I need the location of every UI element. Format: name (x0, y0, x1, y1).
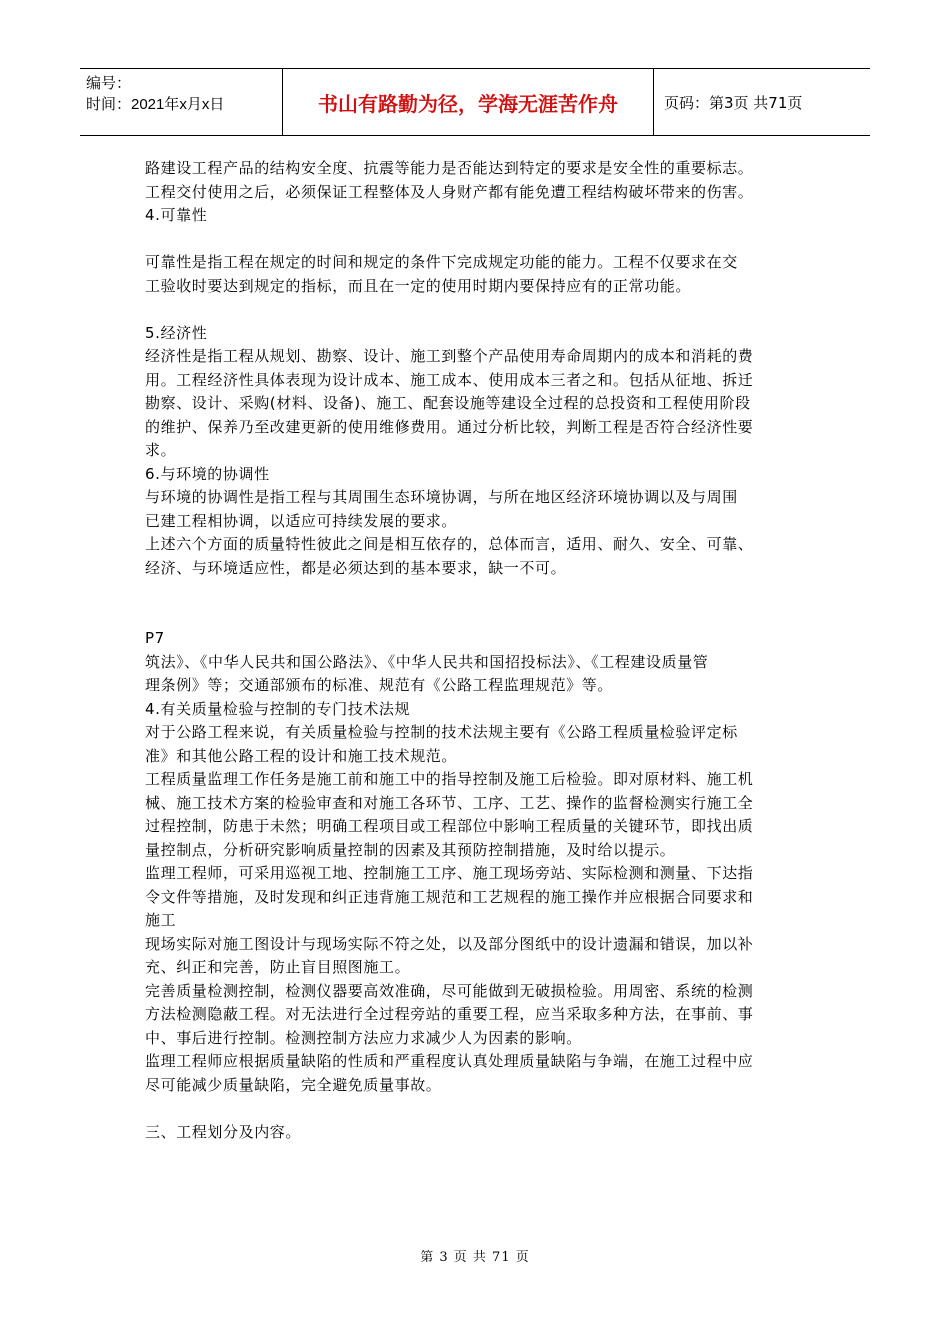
body-line: 监理工程师，可采用巡视工地、控制施工工序、施工现场旁站、实际检测和测量、下达指 (145, 864, 754, 882)
body-line: 上述六个方面的质量特性彼此之间是相互依存的，总体而言，适用、耐久、安全、可靠、 (145, 535, 754, 553)
body-line: 工验收时要达到规定的指标，而且在一定的使用时期内要保持应有的正常功能。 (145, 276, 692, 295)
body-line: 中、事后进行控制。检测控制方法应力求减少人为因素的影响。 (145, 1028, 582, 1047)
body-line: 与环境的协调性是指工程与其周围生态环境协调，与所在地区经济环境协调以及与周围 (145, 488, 738, 506)
body-line: 6.与环境的协调性 (145, 464, 270, 483)
body-line: 工程质量监理工作任务是施工前和施工中的指导控制及施工后检验。即对原材料、施工机 (145, 770, 754, 788)
blank-line (145, 298, 813, 322)
body-line: 施工 (145, 911, 177, 929)
body-line: 工程交付使用之后，必须保证工程整体及人身财产都有能免遭工程结构破坏带来的伤害。 (145, 182, 754, 201)
body-line: 路建设工程产品的结构安全度、抗震等能力是否能达到特定的要求是安全性的重要标志。 (145, 159, 754, 177)
page-footer: 第 3 页 共 71 页 (420, 1250, 530, 1265)
body-line: 过程控制，防患于未然；明确工程项目或工程部位中影响工程质量的关键环节，即找出质 (145, 817, 754, 835)
header-meta (80, 69, 282, 135)
body-line: 用。工程经济性具体表现为设计成本、施工成本、使用成本三者之和。包括从征地、拆迁 (145, 370, 754, 389)
blank-line (145, 604, 813, 628)
header-motto: 书山有路勤为径，学海无涯苦作舟 (282, 69, 654, 135)
body-line: 求。 (145, 441, 177, 459)
body-line: 4.有关质量检验与控制的专门技术法规 (145, 699, 411, 718)
body-line: 可靠性是指工程在规定的时间和规定的条件下完成规定功能的能力。工程不仅要求在交 (145, 253, 738, 271)
body-line: 4.可靠性 (145, 206, 208, 224)
body-line: 已建工程相协调，以适应可持续发展的要求。 (145, 511, 458, 530)
body-line: 三、工程划分及内容。 (145, 1122, 302, 1141)
blank-line (145, 1097, 813, 1121)
body-line: 5.经济性 (145, 323, 208, 342)
document-date-label: 时间：2021年x月x日 (86, 96, 225, 113)
body-line: P7 (145, 629, 165, 647)
body-line: 完善质量检测控制，检测仪器要高效准确，尽可能做到无破损检验。用周密、系统的检测 (145, 981, 754, 1000)
body-line: 理条例》等；交通部颁布的标准、规范有《公路工程监理规范》等。 (145, 676, 614, 694)
body-line: 量控制点，分析研究影响质量控制的因素及其预防控制措施，及时给以提示。 (145, 840, 676, 859)
body-line: 械、施工技术方案的检验审查和对施工各环节、工序、工艺、操作的监督检测实行施工全 (145, 793, 754, 812)
body-line: 的维护、保养乃至改建更新的使用维修费用。通过分析比较，判断工程是否符合经济性要 (145, 417, 754, 436)
page-header (80, 68, 870, 136)
body-line: 对于公路工程来说，有关质量检验与控制的技术法规主要有《公路工程质量检验评定标 (145, 723, 738, 741)
body-line: 令文件等措施，及时发现和纠正违背施工规范和工艺规程的施工操作并应根据合同要求和 (145, 887, 754, 906)
document-body (145, 157, 813, 1144)
document-number-label: 编号： (86, 75, 132, 92)
body-line: 充、纠正和完善，防止盲目照图施工。 (145, 958, 411, 976)
header-page-label: 页码：第3页 共71页 (664, 93, 803, 112)
body-line: 方法检测隐蔽工程。对无法进行全过程旁站的重要工程，应当采取多种方法，在事前、事 (145, 1005, 754, 1023)
blank-line (145, 228, 813, 252)
body-line: 现场实际对施工图设计与现场实际不符之处，以及部分图纸中的设计遗漏和错误，加以补 (145, 934, 754, 953)
body-line: 监理工程师应根据质量缺陷的性质和严重程度认真处理质量缺陷与争端，在施工过程中应 (145, 1052, 754, 1070)
body-line: 准》和其他公路工程的设计和施工技术规范。 (145, 746, 458, 765)
body-line: 经济性是指工程从规划、勘察、设计、施工到整个产品使用寿命周期内的成本和消耗的费 (145, 347, 754, 365)
body-line: 勘察、设计、采购(材料、设备)、施工、配套设施等建设全过程的总投资和工程使用阶段 (145, 394, 751, 412)
blank-line (145, 580, 813, 604)
body-line: 经济、与环境适应性，都是必须达到的基本要求，缺一不可。 (145, 558, 567, 577)
body-line: 尽可能减少质量缺陷，完全避免质量事故。 (145, 1075, 442, 1094)
body-line: 筑法》、《中华人民共和国公路法》、《中华人民共和国招投标法》、《工程建设质量管 (145, 652, 709, 671)
